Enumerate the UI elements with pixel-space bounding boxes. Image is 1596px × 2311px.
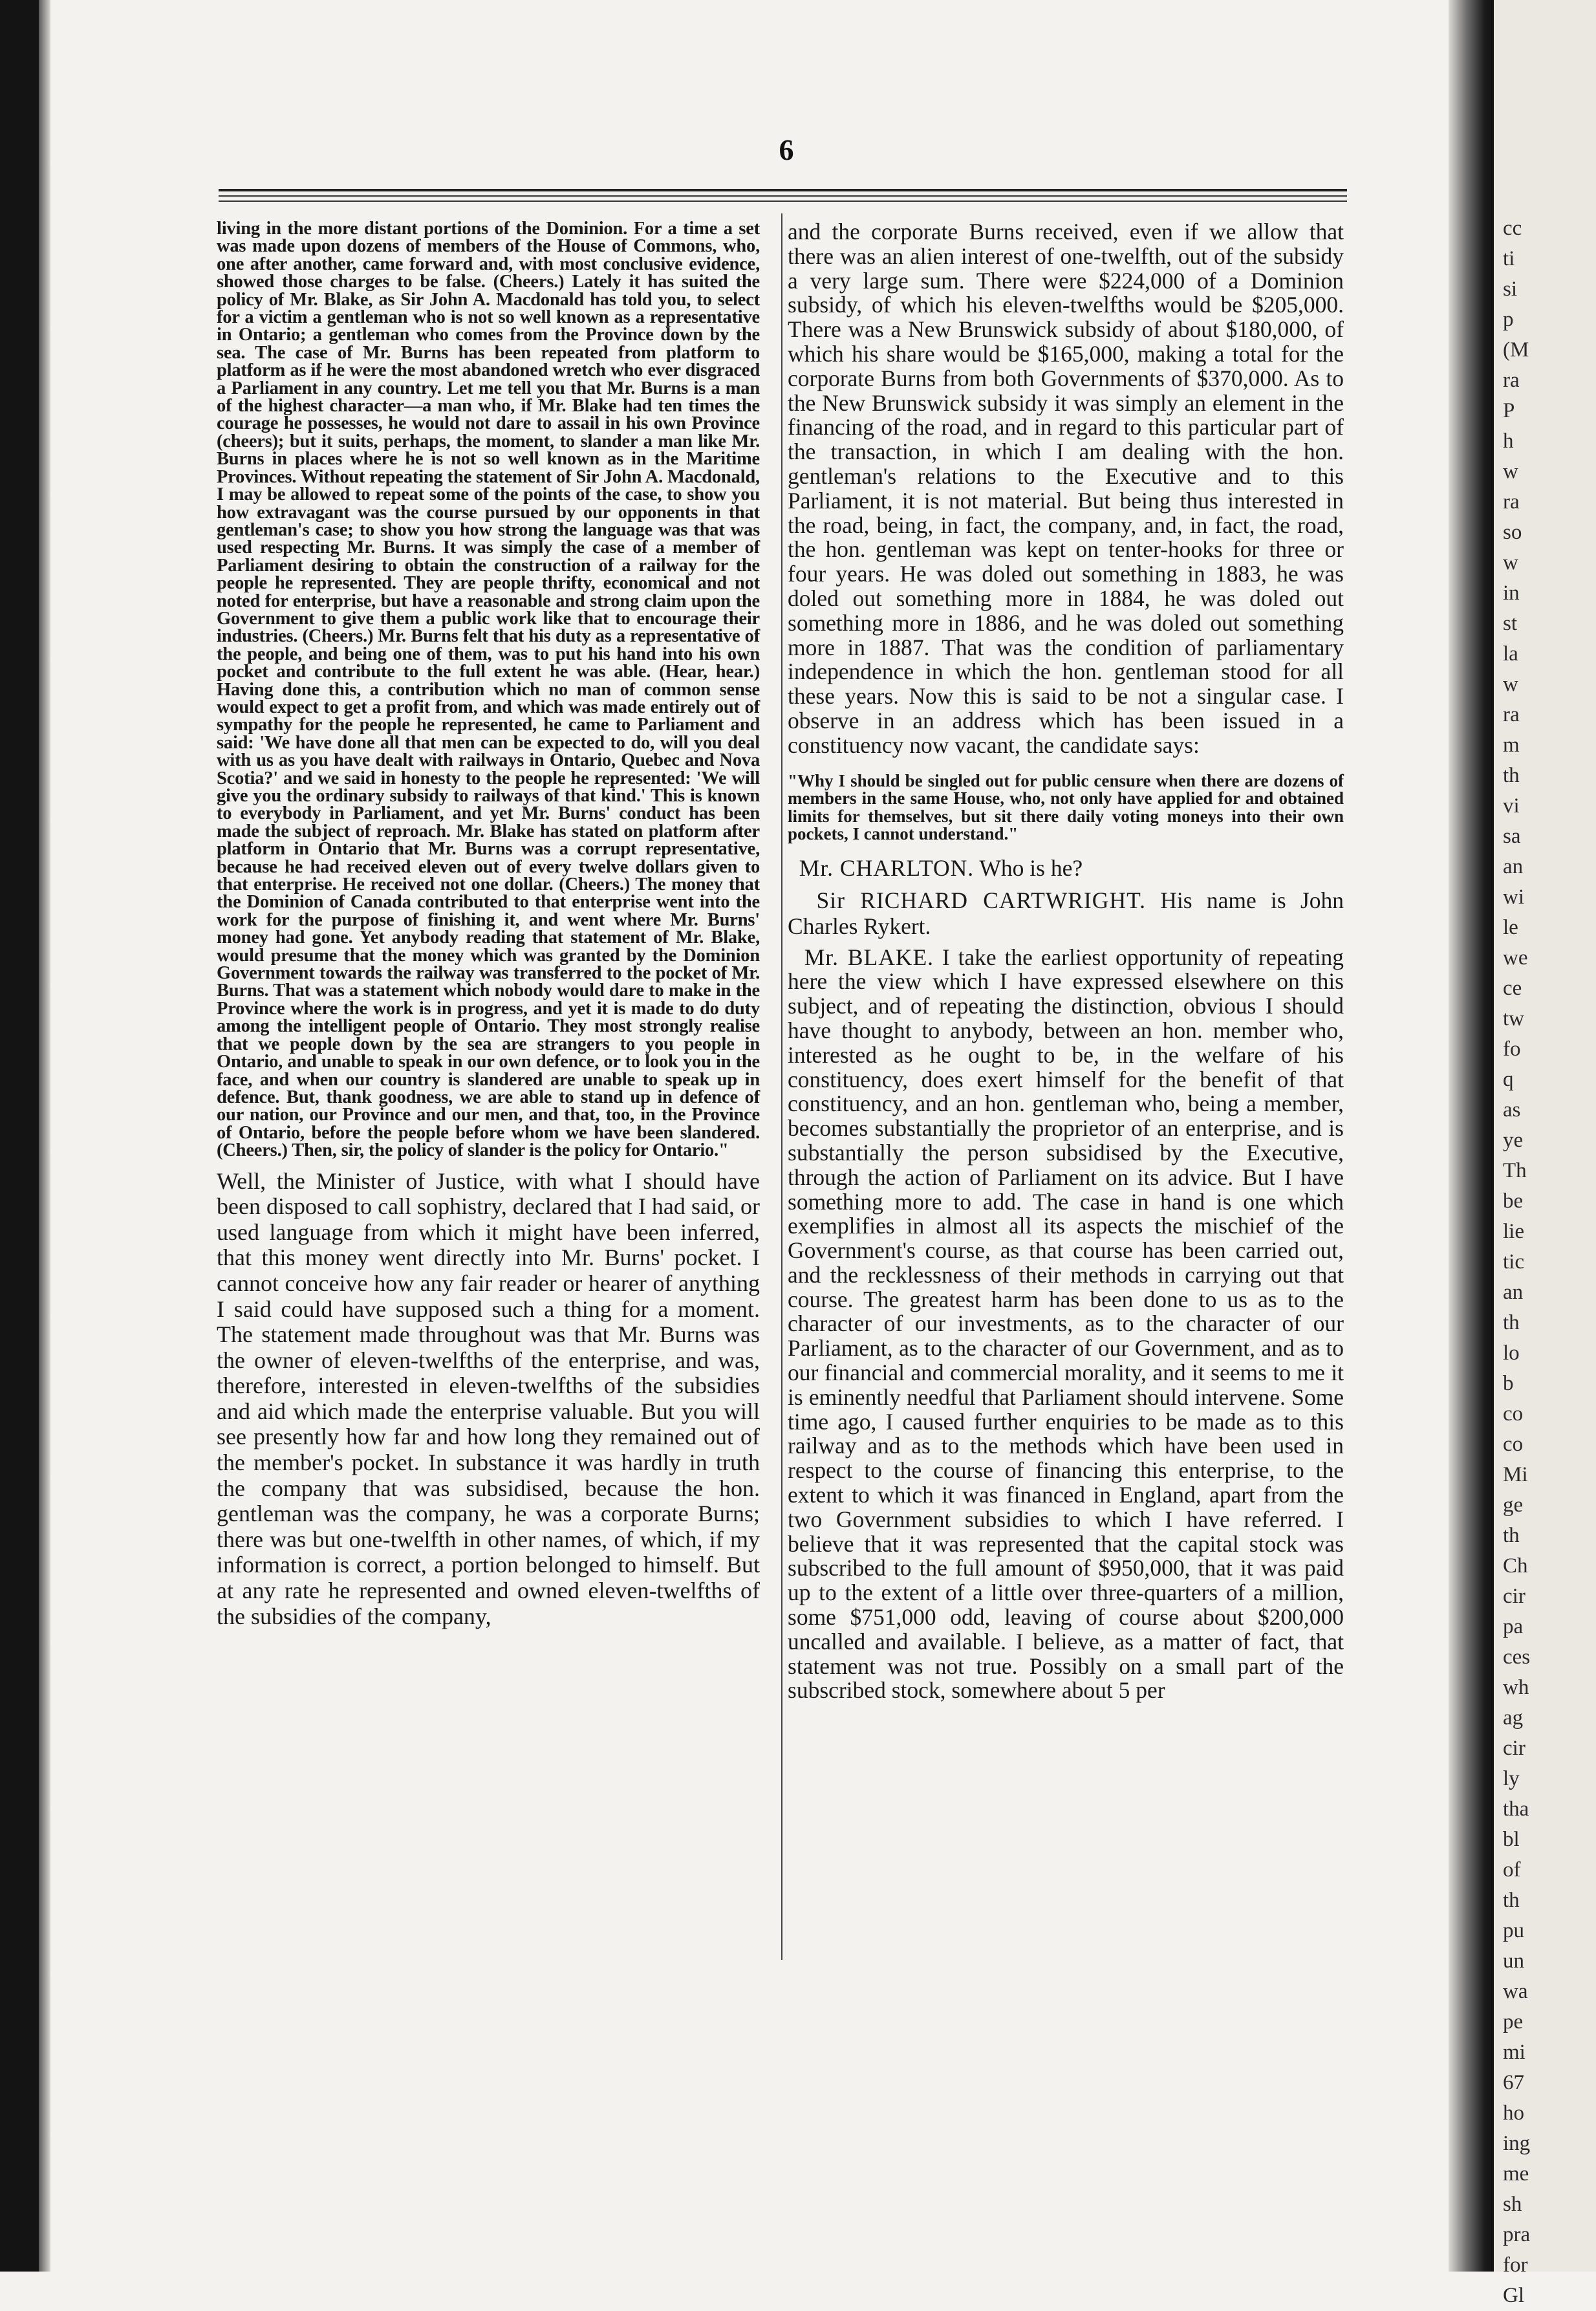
adjacent-page-fragment: ra: [1503, 703, 1520, 726]
adjacent-page-fragment: of: [1503, 1858, 1521, 1882]
speaker-name: Mr. CHARLTON.: [799, 854, 975, 881]
right-column: [788, 220, 1344, 1979]
adjacent-page-fragment: le: [1503, 916, 1518, 939]
column-divider: [781, 213, 782, 1960]
adjacent-page-fragment: la: [1503, 642, 1518, 666]
adjacent-page-fragment: wi: [1503, 885, 1524, 909]
adjacent-page-fragment: pe: [1503, 2010, 1524, 2034]
adjacent-page-fragment: (M: [1503, 338, 1529, 362]
adjacent-page-fragment: mi: [1503, 2041, 1526, 2064]
adjacent-page-fragment: cir: [1503, 1585, 1526, 1608]
adjacent-page-fragment: ge: [1503, 1493, 1524, 1517]
adjacent-page-fragment: Th: [1503, 1159, 1527, 1182]
adjacent-page-fragment: sh: [1503, 2193, 1522, 2216]
adjacent-page-fragment: cir: [1503, 1737, 1526, 1760]
adjacent-page-fragment: b: [1503, 1372, 1514, 1395]
adjacent-page-fragment: pu: [1503, 1919, 1524, 1942]
adjacent-page-fragment: ce: [1503, 977, 1522, 1000]
adjacent-page-fragment: th: [1503, 764, 1520, 787]
adjacent-page-fragment: so: [1503, 521, 1522, 544]
adjacent-page-fragment: an: [1503, 855, 1524, 878]
adjacent-page-fragment: st: [1503, 612, 1518, 635]
adjacent-page-fragment: ces: [1503, 1645, 1531, 1669]
blake-speech: [788, 946, 1344, 1704]
left-column: [217, 220, 760, 1979]
adjacent-page-text-fragments: [1503, 213, 1593, 2311]
speech-text: I take the earliest opportunity of repeating here the view which I have expressed elsewhere on this subject, and of repeating the distinction, obvious I should have thought to anybody, between an hon. member who, interested as he ought to be, in the welfare of his constituency, does exert himself for the benefit of that constituency, and an hon. gentleman who, being a member, becomes substantially the proprietor of an enterprise, and is substantially the person subsidised by the Executive, through the action of Parliament on its advice. But I have something more to add. The case in hand is one which exemplifies in almost all its aspects the mischief of the Government's course, as that course has been carried out, and the recklessness of their methods in carrying out that course. The greatest harm has been done to us as to the character of our investments, as to the character of our Parliament, as to the character of our Government, and as to our financial and commercial morality, and it seems to me it is eminently needful that Parliament should intervene. Some time ago, I caused further enquiries to be made as to this railway and as to the methods which have been used in respect to the course of financing this enterprise, to the extent to which it was financed in England, apart from the two Government subsidies to which I have referred. I believe that it was represented that the capital stock was subscribed to the full amount of $950,000, that it was paid up to the extent of a little over three-quarters of a million, some $751,000 odd, leaving of course about $200,000 uncalled and available. I believe, as a matter of fact, that statement was not true. Possibly on a small part of the subscribed stock, somewhere about 5 per: [788, 944, 1344, 1704]
adjacent-page-fragment: tic: [1503, 1250, 1524, 1274]
candidate-quote: "Why I should be singled out for public censure when there are dozens of members in the same House, who, not only have applied for and obtained limits for themselves, but sit there daily voting moneys into their own pockets, I cannot understand.": [788, 770, 1344, 844]
adjacent-page-fragment: p: [1503, 308, 1514, 331]
adjacent-page-fragment: tha: [1503, 1797, 1529, 1821]
adjacent-page-fragment: lo: [1503, 1341, 1520, 1365]
adjacent-page-fragment: m: [1503, 733, 1520, 757]
page-number: 6: [779, 133, 794, 166]
charlton-interjection: [788, 855, 1344, 881]
adjacent-page-fragment: ly: [1503, 1767, 1520, 1790]
adjacent-page-fragment: Gl: [1503, 2284, 1524, 2307]
adjacent-page-fragment: Mi: [1503, 1463, 1528, 1486]
speech-text: His name is John Charles Rykert.: [788, 887, 1344, 939]
adjacent-page-fragment: pra: [1503, 2223, 1531, 2246]
speaker-name: Mr. BLAKE.: [804, 944, 934, 970]
body-paragraph: Well, the Minister of Justice, with what I should have been disposed to call sophistry, declared that I had said, or used language from which it might have been inferred, that this money went directly into Mr. Burns' pocket. I cannot conceive how any fair reader or hearer of anything I said could have supposed such a thing for a moment. The statement made throughout was that Mr. Burns was the owner of eleven-twelfths of the enterprise, and was, therefore, interested in eleven-twelfths of the subsidies and aid which made the enterprise valuable. But you will see presently how far and how long they remained out of the member's pocket. In substance it was hardly in truth the company that was subsidised, because the hon. gentleman was the company, he was a corporate Burns; there was but one-twelfth in other names, of which, if my information is correct, a portion belonged to himself. But at any rate he represented and owned eleven-twelfths of the subsidies of the company,: [217, 1167, 760, 1629]
adjacent-page-fragment: th: [1503, 1524, 1520, 1547]
adjacent-page-fragment: tw: [1503, 1007, 1524, 1030]
adjacent-page-fragment: ag: [1503, 1706, 1524, 1730]
adjacent-page-fragment: ra: [1503, 490, 1520, 514]
adjacent-page-fragment: w: [1503, 460, 1518, 483]
header-rule-thin-1: [219, 195, 1347, 197]
adjacent-page-fragment: vi: [1503, 794, 1520, 818]
adjacent-page-fragment: ye: [1503, 1129, 1524, 1152]
adjacent-page-fragment: sa: [1503, 825, 1521, 848]
adjacent-page-fragment: th: [1503, 1889, 1520, 1912]
adjacent-page-fragment: as: [1503, 1098, 1521, 1122]
adjacent-page-fragment: lie: [1503, 1220, 1524, 1243]
adjacent-page-fragment: si: [1503, 277, 1518, 301]
adjacent-page-fragment: ing: [1503, 2132, 1531, 2155]
adjacent-page-fragment: wa: [1503, 1980, 1528, 2003]
adjacent-page-fragment: bl: [1503, 1828, 1520, 1851]
adjacent-page-fragment: fo: [1503, 1037, 1521, 1061]
adjacent-page-fragment: Ch: [1503, 1554, 1528, 1578]
adjacent-page-fragment: P: [1503, 399, 1515, 422]
adjacent-page-fragment: an: [1503, 1281, 1524, 1304]
adjacent-page-fragment: co: [1503, 1402, 1524, 1426]
scan-border-left: [0, 0, 39, 2272]
adjacent-page-fragment: ti: [1503, 247, 1515, 270]
adjacent-page-fragment: for: [1503, 2253, 1528, 2277]
adjacent-page-fragment: ra: [1503, 369, 1520, 392]
adjacent-page-fragment: un: [1503, 1949, 1524, 1973]
adjacent-page-fragment: be: [1503, 1189, 1524, 1213]
header-rule-thick: [219, 189, 1347, 191]
adjacent-page-fragment: h: [1503, 429, 1514, 453]
adjacent-page-fragment: me: [1503, 2162, 1529, 2186]
adjacent-page-fragment: cc: [1503, 217, 1522, 240]
adjacent-page-fragment: w: [1503, 551, 1518, 574]
adjacent-page-fragment: in: [1503, 581, 1520, 605]
cartwright-reply: [788, 887, 1344, 939]
adjacent-page-fragment: wh: [1503, 1676, 1529, 1699]
adjacent-page: [1494, 0, 1596, 2307]
adjacent-page-fragment: we: [1503, 946, 1528, 970]
speaker-name: Sir RICHARD CARTWRIGHT.: [816, 887, 1147, 913]
adjacent-page-fragment: q: [1503, 1068, 1514, 1091]
adjacent-page-fragment: ho: [1503, 2101, 1524, 2125]
adjacent-page-fragment: pa: [1503, 1615, 1524, 1638]
adjacent-page-fragment: w: [1503, 673, 1518, 696]
binding-gutter: [1449, 0, 1494, 2272]
adjacent-page-fragment: 67: [1503, 2071, 1524, 2094]
scan-shadow-left: [39, 0, 50, 2272]
speech-text: Who is he?: [979, 854, 1083, 881]
body-paragraph-continued: and the corporate Burns received, even if we allow that there was an alien interest of one-twelfth, out of the subsidy a very large sum. There were $224,000 of a Dominion subsidy, of which his eleven-twelfths would be $205,000. There was a New Brunswick subsidy of about $180,000, of which his share would be $165,000, making a total for the corporate Burns from both Governments of $370,000. As to the New Brunswick subsidy it was simply an element in the financing of the road, and in regard to this particular part of the transaction, in which I am dealing with the hon. gentleman's relations to the Executive and to this Parliament, it is not material. But being thus interested in the road, being, in fact, the company, and, in fact, the road, the hon. gentleman was kept on tenter-hooks for three or four years. He was doled out something in 1883, he was doled out something more in 1884, he was doled out something more in 1886, and he was doled out something more in 1887. That was the condition of parliamentary independence in which the hon. gentleman stood for all these years. Now this is said to be not a singular case. I observe in an address which has been issued in a constituency now vacant, the candidate says:: [788, 219, 1344, 758]
adjacent-page-fragment: th: [1503, 1311, 1520, 1334]
adjacent-page-fragment: co: [1503, 1433, 1524, 1456]
quoted-speech: living in the more distant portions of the Dominion. For a time a set was made upon dozens of members of the House of Commons, who, one after another, came forward and, with most conclusive evidence, showed those charges to be false. (Cheers.) Lately it has suited the policy of Mr. Blake, as Sir John A. Macdonald has told you, to select for a victim a gentleman who is not so well known as a representative in Ontario; a gentleman who comes from the Province down by the sea. The case of Mr. Burns has been repeated from platform to platform as if he were the most abandoned wretch who ever disgraced a Parliament in any country. Let me tell you that Mr. Burns is a man of the highest character—a man who, if Mr. Blake had ten times the courage he possesses, he would not dare to assail in his own Province (cheers); but it suits, perhaps, the moment, to slander a man like Mr. Burns in places where he is not so well known as in the Maritime Provinces. Without repeating the statement of Sir John A. Macdonald, I may be allowed to repeat some of the points of the case, to show you how extravagant was the course pursued by our opponents in that gentleman's case; to show you how strong the language was that was used respecting Mr. Burns. It was simply the case of a member of Parliament desiring to obtain the construction of a railway for the people he represented. They are people thrifty, economical and not noted for enterprise, but have a reasonable and strong claim upon the Government to give them a public work like that to encourage their industries. (Cheers.) Mr. Burns felt that his duty as a representative of the people, and being one of them, was to put his hand into his own pocket and contribute to the full extent he was able. (Hear, hear.) Having done this, a contribution which no man of common sense would expect to get a profit from, and which was made entirely out of sympathy for the people he represented, he came to Parliament and said: 'We have done all that men can be expected to do, will you deal with us as you have dealt with railways in Ontario, Quebec and Nova Scotia?' and we said in honesty to the people he represented: 'We will give you the ordinary subsidy to railways of that kind.' This is known to everybody in Parliament, and yet Mr. Burns' conduct has been made the subject of reproach. Mr. Blake has stated on platform after platform in Ontario that Mr. Burns was a corrupt representative, because he had received eleven out of every twelve dollars given to that enterprise. He received not one dollar. (Cheers.) The money that the Dominion of Canada contributed to that enterprise went into the work for the purpose of finishing it, and went where Mr. Burns' money had gone. Yet anybody reading that statement of Mr. Blake, would presume that the money which was granted by the Dominion Government towards the railway was transferred to the pocket of Mr. Burns. That was a statement which nobody would dare to make in the Province where the work is in progress, and yet it is made to do duty among the intelligent people of Ontario. They most strongly realise that we people down by the sea are strangers to you people in Ontario, and unable to speak in our own defence, or to look you in the face, and when our country is slandered are unable to speak up in defence. But, thank goodness, we are able to stand up in defence of our nation, our Province and our men, and that, too, in the Province of Ontario, before the people before whom we have been slandered. (Cheers.) Then, sir, the policy of slander is the policy for Ontario.": [217, 219, 760, 1161]
header-rule-thin-2: [219, 201, 1347, 202]
